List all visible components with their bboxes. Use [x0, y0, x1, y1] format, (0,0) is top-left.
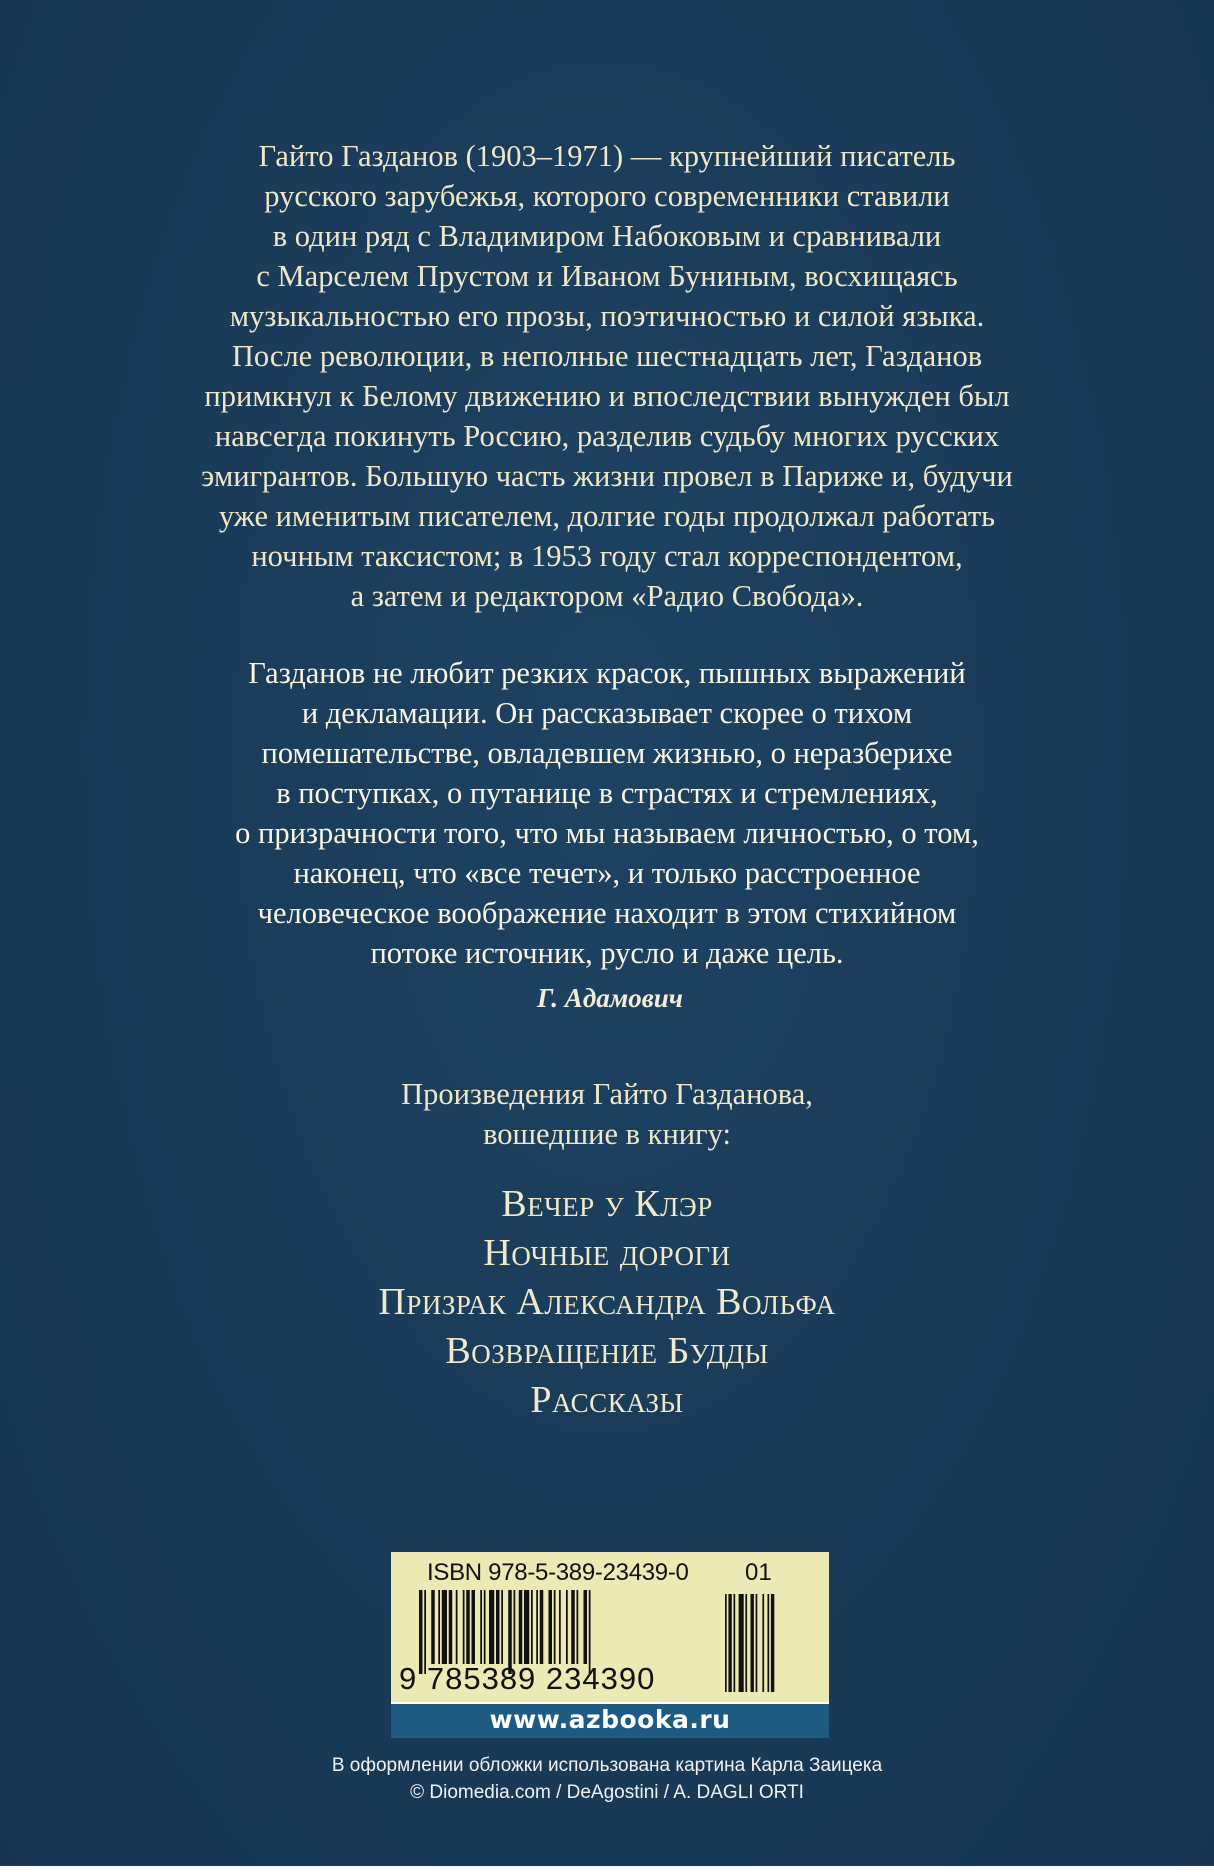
- work-title: Возвращение Будды: [445, 1330, 769, 1372]
- annotation-line: музыкальностью его прозы, поэтичностью и силой языка.: [229, 299, 985, 333]
- barcode-bar: [540, 1590, 544, 1664]
- barcode-bar: [463, 1590, 465, 1664]
- barcode-bar: [466, 1590, 470, 1664]
- barcode-bar: [524, 1590, 529, 1664]
- annotation-line: русского зарубежья, которого современники ставили: [264, 179, 950, 213]
- barcode-digits: 9 785389 234390: [399, 1661, 656, 1696]
- barcode-bar: [438, 1590, 440, 1664]
- quote-author: Г. Адамович: [537, 983, 683, 1013]
- cover-credits: [200, 1752, 1014, 1806]
- work-title: Вечер у Клэр: [501, 1183, 713, 1225]
- barcode-bar: [484, 1590, 486, 1664]
- quote-line: о призрачности того, что мы называем личностью, о том,: [235, 816, 979, 850]
- barcode-bar: [472, 1590, 476, 1664]
- isbn-barcode-block: [391, 1552, 829, 1738]
- publisher-website[interactable]: www.azbooka.ru: [391, 1702, 829, 1738]
- works-list: [150, 1180, 1064, 1425]
- barcode-bar: [536, 1590, 538, 1664]
- annotation-line: эмигрантов. Большую часть жизни провел в Париже и, будучи: [201, 459, 1013, 493]
- barcode-bar: [531, 1590, 533, 1664]
- quote-line: Газданов не любит резких красок, пышных выражений: [248, 656, 966, 690]
- annotation-line: После революции, в неполные шестнадцать лет, Газданов: [231, 339, 983, 373]
- credits-line: В оформлении обложки использована картина Карла Заицека: [331, 1755, 883, 1776]
- barcode-bar: [584, 1590, 588, 1664]
- barcode-bar: [571, 1590, 575, 1664]
- barcode-addon-bar: [756, 1594, 758, 1692]
- barcode-addon-bar: [762, 1594, 764, 1692]
- barcode-bar: [577, 1590, 579, 1664]
- barcode-bar: [514, 1590, 516, 1664]
- quote-line: и декламации. Он рассказывает скорее о тихом: [301, 696, 913, 730]
- quote-line: помешательстве, овладевшем жизнью, о неразберихе: [261, 736, 953, 770]
- quote-line: наконец, что «все течет», и только расстроенное: [293, 856, 921, 890]
- barcode-bar: [519, 1590, 523, 1664]
- quote-line: потоке источник, русло и даже цель.: [370, 936, 844, 970]
- barcode-bar: [496, 1590, 500, 1664]
- barcode-bar: [431, 1590, 435, 1664]
- barcode-addon-bar: [725, 1594, 727, 1692]
- barcode-bar: [549, 1590, 553, 1664]
- barcode-addon-bar: [745, 1594, 747, 1692]
- works-intro-line: вошедшие в книгу:: [483, 1117, 731, 1151]
- annotation-line: примкнул к Белому движению и впоследствии вынужден был: [204, 379, 1010, 413]
- quote-line: человеческое воображение находит в этом стихийном: [257, 896, 957, 930]
- works-intro: [200, 1074, 1014, 1154]
- barcode-addon-bar: [771, 1594, 774, 1692]
- work-title: Рассказы: [530, 1379, 684, 1421]
- barcode-addon-bar: [734, 1594, 736, 1692]
- barcode-bar: [566, 1590, 568, 1664]
- annotation-line: а затем и редактором «Радио Свобода».: [350, 579, 864, 613]
- annotation-line: в один ряд с Владимиром Набоковым и сравнивали: [272, 219, 942, 253]
- barcode-bar: [442, 1590, 447, 1664]
- barcode-addon-bar: [739, 1594, 744, 1692]
- barcode-bar: [554, 1590, 556, 1664]
- critic-quote: [120, 653, 1094, 973]
- work-title: Призрак Александра Вольфа: [378, 1281, 836, 1323]
- annotation-line: уже именитым писателем, долгие годы продолжал работать: [218, 499, 996, 533]
- credits-line: © Diomedia.com / DeAgostini / A. DAGLI ORTI: [410, 1782, 804, 1803]
- barcode-bar: [449, 1590, 453, 1664]
- annotation-line: ночным таксистом; в 1953 году стал корреспондентом,: [251, 539, 963, 573]
- barcode-addon-bar: [768, 1594, 770, 1692]
- book-annotation: [120, 136, 1094, 616]
- annotation-line: Гайто Газданов (1903–1971) — крупнейший писатель: [258, 139, 956, 173]
- annotation-line: навсегда покинуть Россию, разделив судьбу многих русских: [214, 419, 1000, 453]
- barcode-addon-code: 01: [745, 1559, 772, 1586]
- barcode-bar: [456, 1590, 458, 1664]
- barcode-bar: [480, 1590, 482, 1664]
- barcode-bar: [559, 1590, 561, 1664]
- barcode-bar: [501, 1590, 503, 1664]
- works-intro-line: Произведения Гайто Газданова,: [401, 1077, 813, 1111]
- work-title: Ночные дороги: [483, 1232, 731, 1274]
- isbn-number: ISBN 978-5-389-23439-0: [427, 1559, 689, 1586]
- quote-line: в поступках, о путанице в страстях и стремлениях,: [276, 776, 938, 810]
- annotation-line: с Марселем Прустом и Иваном Буниным, восхищаясь: [256, 259, 958, 293]
- barcode-bar: [489, 1590, 494, 1664]
- barcode-addon-bar: [728, 1594, 731, 1692]
- barcode-addon-bar: [751, 1594, 754, 1692]
